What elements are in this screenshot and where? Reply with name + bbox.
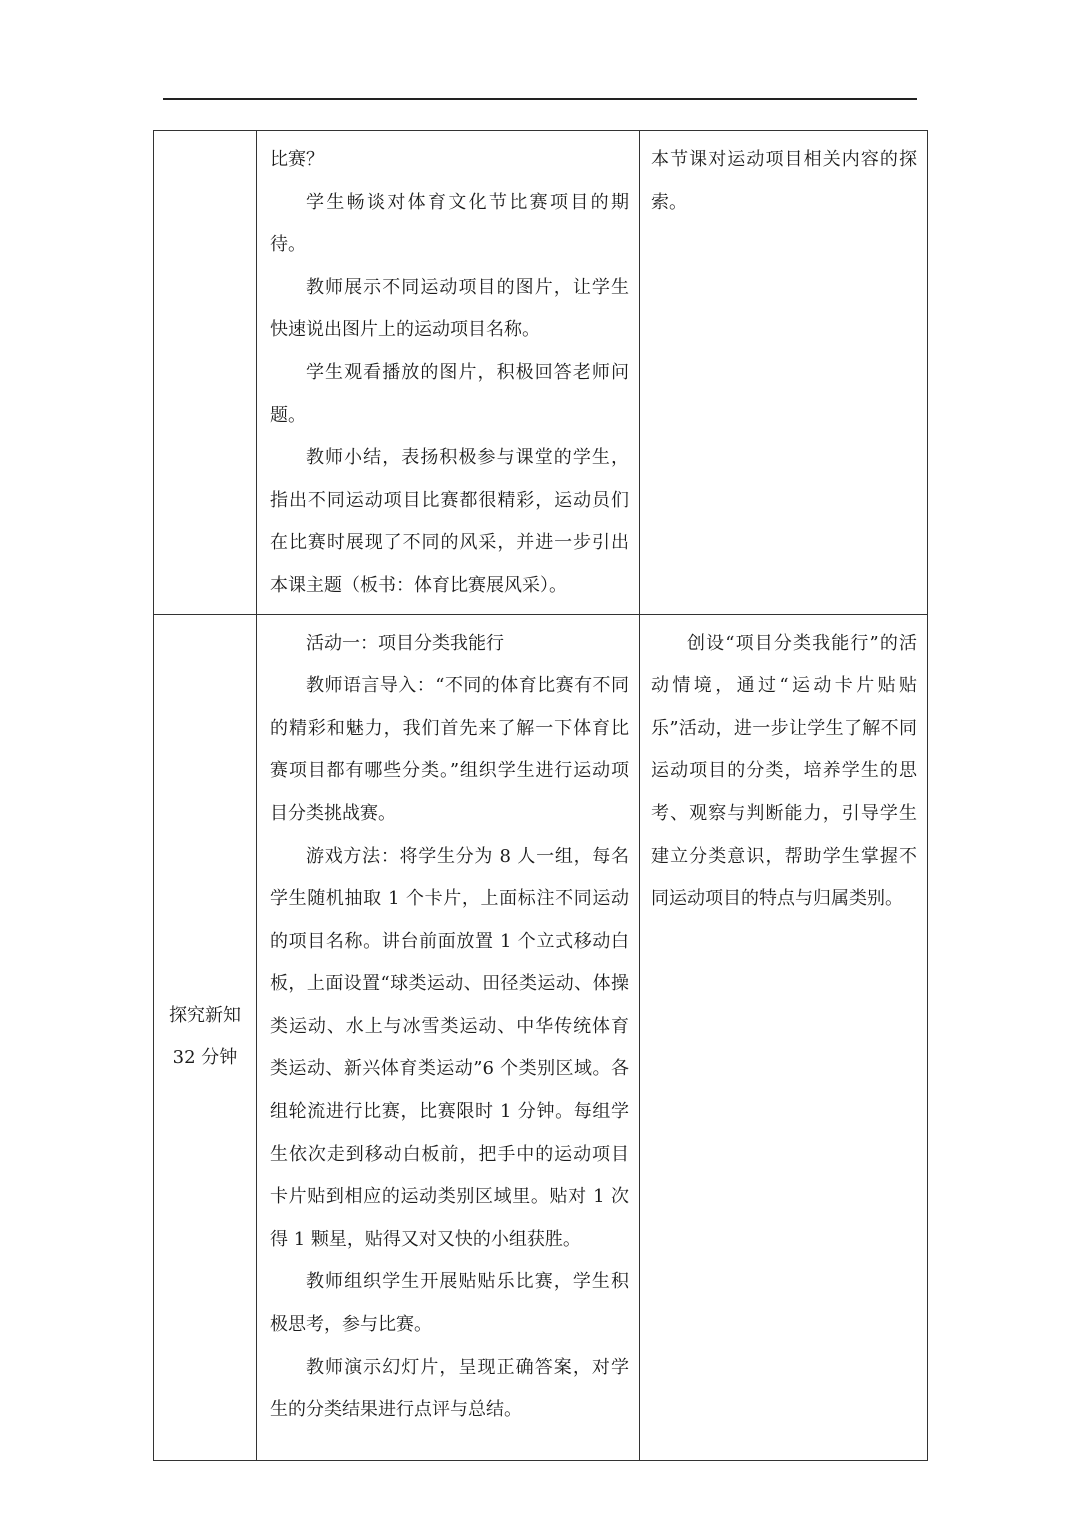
intent-paragraph: 创设“项目分类我能行”的活动情境，通过“运动卡片贴贴乐”活动，进一步让学生了解不同运动项目的分类，培养学生的思考、观察与判断能力，引导学生建立分类意识，帮助学生掌握不同运动项目的特点与归属类别。: [651, 632, 917, 910]
activity-paragraph: 教师演示幻灯片，呈现正确答案，对学生的分类结果进行点评与总结。: [270, 1356, 629, 1421]
table-row: [154, 131, 928, 615]
activity-paragraph: 教师组织学生开展贴贴乐比赛，学生积极思考，参与比赛。: [270, 1271, 629, 1336]
activity-paragraph: 教师语言导入：“不同的体育比赛有不同的精彩和魅力，我们首先来了解一下体育比赛项目都有哪些分类。”组织学生进行运动项目分类挑战赛。: [270, 675, 629, 824]
activity-paragraph: 学生观看播放的图片，积极回答老师问题。: [270, 361, 629, 426]
activity-paragraph: 教师展示不同运动项目的图片，让学生快速说出图片上的运动项目名称。: [270, 276, 629, 341]
stage-cell: [154, 131, 257, 615]
intent-cell: [640, 614, 928, 1460]
stage-duration: 32 分钟: [172, 1047, 238, 1069]
intent-cell: [640, 131, 928, 615]
intent-paragraph: 本节课对运动项目相关内容的探索。: [651, 149, 917, 213]
activity-paragraph: 游戏方法：将学生分为 8 人一组，每名学生随机抽取 1 个卡片，上面标注不同运动的项目名称。讲台前面放置 1 个立式移动白板，上面设置“球类运动、田径类运动、体操类运动、水上与冰雪类运动、中华传统体育类运动、新兴体育类运动”6 个类别区域。各组轮流进行比赛，比赛限时 1 分钟。每组学生依次走到移动白板前，把手中的运动项目卡片贴到相应的运动类别区域里。贴对 1 次得 1 颗星，贴得又对又快的小组获胜。: [270, 845, 629, 1250]
activity-heading: 活动一：项目分类我能行: [306, 632, 504, 654]
table-row: [154, 614, 928, 1460]
lesson-plan-table: [153, 130, 928, 1461]
stage-cell: [154, 614, 257, 1460]
stage-name: 探究新知: [169, 1005, 241, 1027]
activity-cell: [257, 131, 640, 615]
activity-paragraph: 比赛？: [270, 149, 324, 170]
activity-cell: [257, 614, 640, 1460]
activity-paragraph: 学生畅谈对体育文化节比赛项目的期待。: [270, 191, 629, 256]
activity-paragraph: 教师小结，表扬积极参与课堂的学生，指出不同运动项目比赛都很精彩，运动员们在比赛时展现了不同的风采，并进一步引出本课主题（板书：体育比赛展风采）。: [270, 447, 629, 596]
header-rule: [163, 98, 917, 100]
